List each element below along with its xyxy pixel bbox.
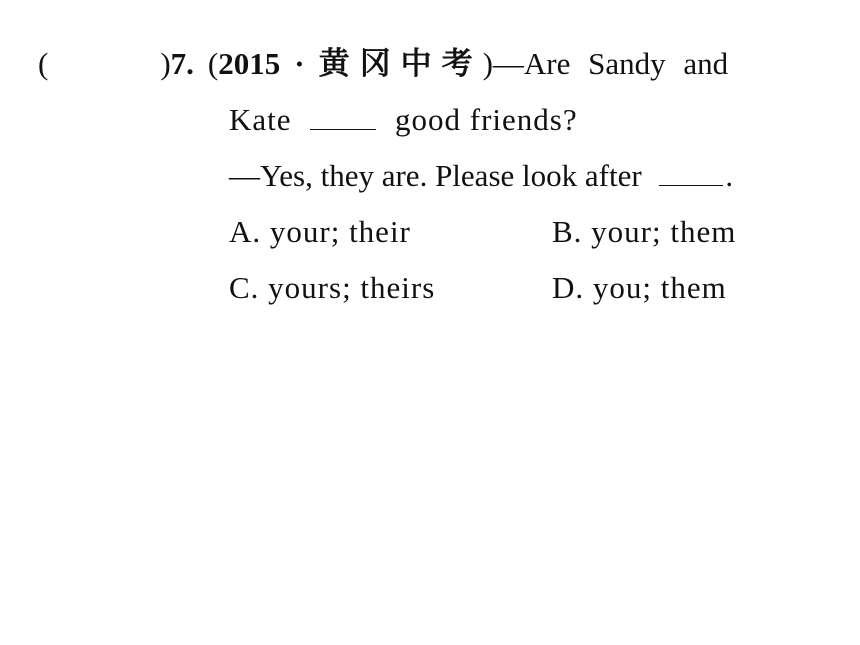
option-d[interactable] (552, 268, 727, 308)
question-line-1 (38, 44, 728, 84)
option-b-text: B. your; them (552, 214, 737, 249)
source-dot: · (294, 46, 305, 81)
answer-open-paren: ( (38, 46, 49, 81)
option-a-text: A. your; their (229, 214, 411, 249)
question-line-1-text: —Are Sandy and (492, 46, 729, 81)
answer-close-paren: ) (160, 46, 171, 81)
source-year: 2015 (218, 46, 281, 81)
line-2-after-blank: good friends? (395, 102, 578, 137)
fill-blank-2[interactable] (659, 159, 723, 186)
fill-blank-1[interactable] (310, 103, 376, 130)
option-c-text: C. yours; theirs (229, 270, 436, 305)
question-line-3 (229, 156, 733, 196)
line-3-period: . (725, 158, 734, 193)
option-a[interactable] (229, 212, 411, 252)
option-d-text: D. you; them (552, 270, 727, 305)
line-3-before-blank: —Yes, they are. Please look after (229, 158, 642, 193)
source-name: 黄冈中考 (318, 46, 483, 82)
option-b[interactable] (552, 212, 736, 252)
question-line-2 (229, 100, 578, 140)
question-number: 7. (170, 46, 194, 81)
source-close-paren: ) (482, 46, 493, 81)
option-c[interactable] (229, 268, 435, 308)
line-2-before-blank: Kate (229, 102, 292, 137)
source-open-paren: ( (207, 46, 219, 81)
